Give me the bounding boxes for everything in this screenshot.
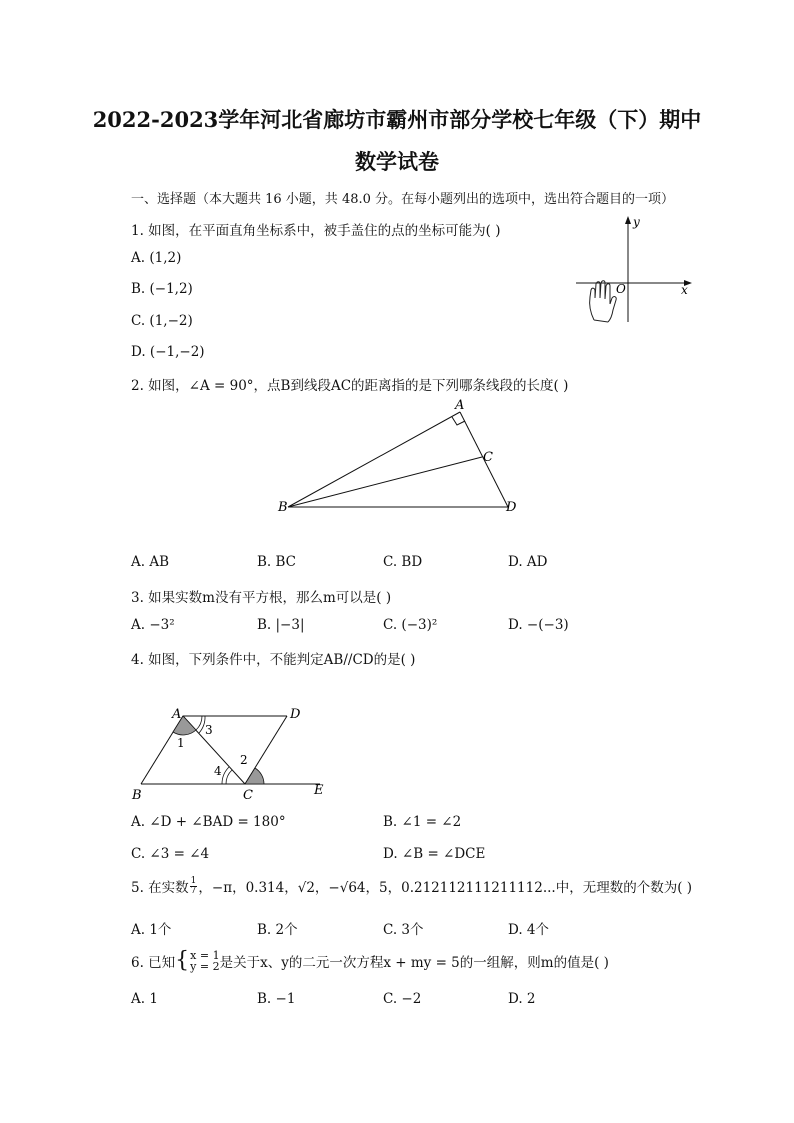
q6-stem-suffix: 是关于x、y的二元一次方程x + my = 5的一组解，则m的值是( ) (219, 955, 609, 971)
q4-parallelogram-figure (125, 700, 335, 805)
q1-x-label: x (681, 283, 688, 297)
q3-option-a[interactable]: A. −3² (131, 617, 175, 633)
q5-option-c[interactable]: C. 3个 (383, 922, 424, 938)
question-2-stem: 2. 如图，∠A = 90°，点B到线段AC的距离指的是下列哪条线段的长度( ) (131, 378, 569, 394)
q5-fraction-denominator: 7 (190, 885, 197, 896)
question-6-stem (131, 950, 609, 972)
question-4-stem: 4. 如图，下列条件中，不能判定AB//CD的是( ) (131, 652, 416, 668)
q6-brace: { (175, 948, 190, 973)
section-header: 一、选择题（本大题共 16 小题，共 48.0 分。在每小题列出的选项中，选出符合题目的一项） (131, 192, 675, 207)
page-title-line2: 数学试卷 (355, 149, 439, 174)
q5-option-d[interactable]: D. 4个 (508, 922, 550, 938)
q1-option-a[interactable]: A. (1,2) (131, 250, 182, 266)
q6-option-d[interactable]: D. 2 (508, 991, 536, 1007)
q2-option-c[interactable]: C. BD (383, 554, 423, 570)
q4-label-b: B (132, 788, 142, 803)
q4-angle-1: 1 (177, 736, 185, 750)
q1-coordinate-figure (570, 212, 700, 327)
page-title-line1: 2022-2023学年河北省廊坊市霸州市部分学校七年级（下）期中 (92, 107, 702, 132)
q2-label-b: B (278, 500, 288, 515)
hand-icon (590, 281, 617, 322)
q5-stem-suffix: ，−π，0.314，√2，−√64，5，0.212112111211112...中，无理数的个数为( ) (198, 880, 693, 896)
q2-triangle-figure (270, 395, 530, 520)
q4-angle-3: 3 (205, 723, 213, 737)
q4-label-d: D (290, 707, 301, 722)
q1-option-d[interactable]: D. (−1,−2) (131, 344, 205, 360)
q2-option-d[interactable]: D. AD (508, 554, 548, 570)
q4-label-a: A (172, 707, 182, 722)
q4-option-c[interactable]: C. ∠3 = ∠4 (131, 846, 210, 862)
q2-label-d: D (506, 500, 517, 515)
q2-option-a[interactable]: A. AB (131, 554, 170, 570)
q6-system-line1: x = 1 (190, 949, 220, 962)
q6-option-c[interactable]: C. −2 (383, 991, 422, 1007)
q3-option-b[interactable]: B. |−3| (257, 617, 305, 633)
question-5-stem (131, 876, 692, 896)
q6-system-line2: y = 2 (190, 960, 220, 973)
q5-option-a[interactable]: A. 1个 (131, 922, 172, 938)
q4-label-e: E (314, 783, 324, 798)
q1-option-c[interactable]: C. (1,−2) (131, 313, 193, 329)
q4-angle-2: 2 (240, 753, 248, 767)
q2-label-c: C (483, 450, 493, 465)
q6-option-a[interactable]: A. 1 (131, 991, 158, 1007)
q4-option-a[interactable]: A. ∠D + ∠BAD = 180° (131, 814, 286, 830)
question-3-stem: 3. 如果实数m没有平方根，那么m可以是( ) (131, 590, 392, 606)
q2-label-a: A (455, 398, 465, 413)
q3-option-d[interactable]: D. −(−3) (508, 617, 569, 633)
q5-fraction (190, 877, 198, 896)
q6-option-b[interactable]: B. −1 (257, 991, 296, 1007)
q3-option-c[interactable]: C. (−3)² (383, 617, 438, 633)
q1-option-b[interactable]: B. (−1,2) (131, 281, 193, 297)
question-1-stem: 1. 如图，在平面直角坐标系中，被手盖住的点的坐标可能为( ) (131, 223, 501, 239)
q2-option-b[interactable]: B. BC (257, 554, 297, 570)
q6-equation-system (190, 950, 219, 972)
q5-fraction-numerator: 1 (190, 875, 197, 886)
q5-stem-prefix: 5. 在实数 (131, 880, 189, 896)
q1-y-label: y (633, 215, 640, 229)
q4-label-c: C (243, 788, 253, 803)
q1-origin-label: O (616, 282, 626, 296)
q5-option-b[interactable]: B. 2个 (257, 922, 298, 938)
q4-option-b[interactable]: B. ∠1 = ∠2 (383, 814, 462, 830)
q4-option-d[interactable]: D. ∠B = ∠DCE (383, 846, 486, 862)
q4-angle-4: 4 (214, 764, 222, 778)
q6-stem-prefix: 6. 已知 (131, 955, 176, 971)
